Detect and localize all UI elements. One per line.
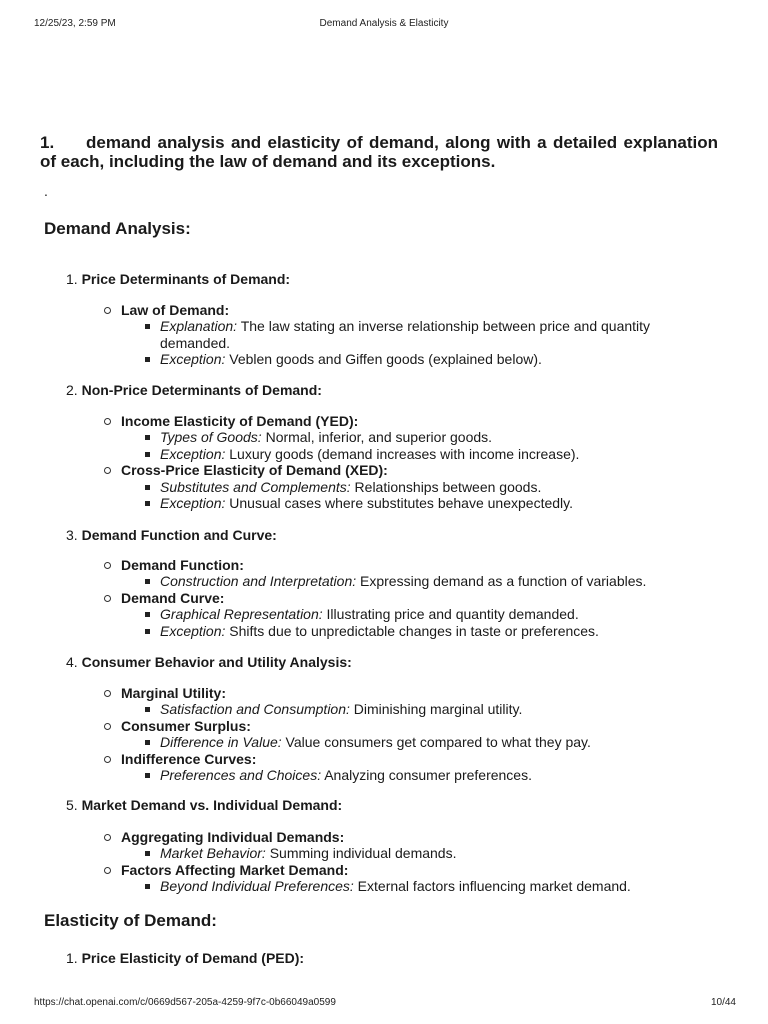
sub-item	[0, 685, 700, 718]
detail-item: Explanation: The law stating an inverse relationship between price and quantity demanded.	[0, 318, 700, 351]
detail-item: Substitutes and Complements: Relationships between goods.	[0, 479, 700, 495]
detail-item: Exception: Unusual cases where substitutes behave unexpectedly.	[0, 495, 700, 511]
sub-item	[0, 462, 700, 511]
print-url: https://chat.openai.com/c/0669d567-205a-4259-9f7c-0b66049a0599	[34, 997, 336, 1008]
sub-item	[0, 718, 700, 751]
question-number: 1.	[40, 133, 55, 152]
detail-item: Market Behavior: Summing individual demands.	[0, 845, 700, 861]
print-timestamp: 12/25/23, 2:59 PM	[34, 18, 116, 29]
list-item	[66, 382, 322, 398]
detail-item: Beyond Individual Preferences: External factors influencing market demand.	[0, 878, 700, 894]
item-title: Price Determinants of Demand:	[81, 271, 291, 287]
question-text: demand analysis and elasticity of demand, along with a detailed explanation of each, including the law of demand and its exceptions.	[40, 133, 718, 171]
item-title: Non-Price Determinants of Demand:	[81, 382, 322, 398]
detail-item: Difference in Value: Value consumers get compared to what they pay.	[0, 734, 700, 750]
sub-list	[0, 829, 700, 895]
list-item	[66, 527, 277, 543]
detail-item: Types of Goods: Normal, inferior, and superior goods.	[0, 429, 700, 445]
print-page-title: Demand Analysis & Elasticity	[319, 18, 449, 29]
sub-item-title: Demand Curve:	[121, 589, 225, 606]
detail-item: Exception: Shifts due to unpredictable changes in taste or preferences.	[0, 623, 700, 639]
item-number: 1.	[66, 271, 78, 287]
sub-item-title: Marginal Utility:	[121, 685, 227, 701]
sub-list	[0, 413, 700, 511]
section-heading-elasticity: Elasticity of Demand:	[44, 911, 217, 930]
sub-item-title: Income Elasticity of Demand (YED):	[121, 413, 359, 429]
item-number: 2.	[66, 382, 78, 398]
detail-item: Graphical Representation: Illustrating price and quantity demanded.	[0, 606, 700, 622]
list-item	[66, 271, 290, 287]
stray-dot: .	[44, 183, 48, 199]
sub-item	[0, 413, 700, 462]
sub-list	[0, 302, 700, 368]
list-item	[66, 654, 352, 670]
sub-item	[0, 751, 700, 784]
question-title	[40, 133, 718, 171]
sub-item	[0, 590, 700, 639]
detail-item: Satisfaction and Consumption: Diminishing marginal utility.	[0, 701, 700, 717]
detail-item: Exception: Veblen goods and Giffen goods (explained below).	[0, 351, 700, 367]
sub-item	[0, 557, 700, 590]
sub-item	[0, 862, 700, 895]
page-number: 10/44	[710, 997, 736, 1008]
item-number: 5.	[66, 797, 78, 813]
sub-item-title: Aggregating Individual Demands:	[121, 829, 345, 845]
item-number: 3.	[66, 527, 78, 543]
item-number: 1.	[66, 950, 78, 966]
sub-item-title: Cross-Price Elasticity of Demand (XED):	[121, 462, 388, 479]
detail-item: Construction and Interpretation: Expressing demand as a function of variables.	[0, 573, 700, 589]
item-title: Price Elasticity of Demand (PED):	[81, 950, 305, 966]
sub-item	[0, 829, 700, 862]
item-number: 4.	[66, 654, 78, 670]
sub-list	[0, 685, 700, 783]
sub-item-title: Indifference Curves:	[121, 750, 257, 767]
item-title: Demand Function and Curve:	[81, 527, 277, 543]
section-heading-demand-analysis: Demand Analysis:	[44, 219, 191, 238]
sub-item	[0, 302, 700, 368]
list-item	[66, 797, 342, 813]
list-item	[66, 950, 304, 966]
sub-list	[0, 557, 700, 639]
sub-item-title: Law of Demand:	[121, 302, 230, 318]
item-title: Consumer Behavior and Utility Analysis:	[81, 654, 352, 670]
sub-item-title: Demand Function:	[121, 557, 244, 573]
item-title: Market Demand vs. Individual Demand:	[81, 797, 343, 813]
sub-item-title: Consumer Surplus:	[121, 717, 251, 734]
sub-item-title: Factors Affecting Market Demand:	[121, 861, 349, 878]
detail-item: Preferences and Choices: Analyzing consumer preferences.	[0, 767, 700, 783]
detail-item: Exception: Luxury goods (demand increases with income increase).	[0, 446, 700, 462]
